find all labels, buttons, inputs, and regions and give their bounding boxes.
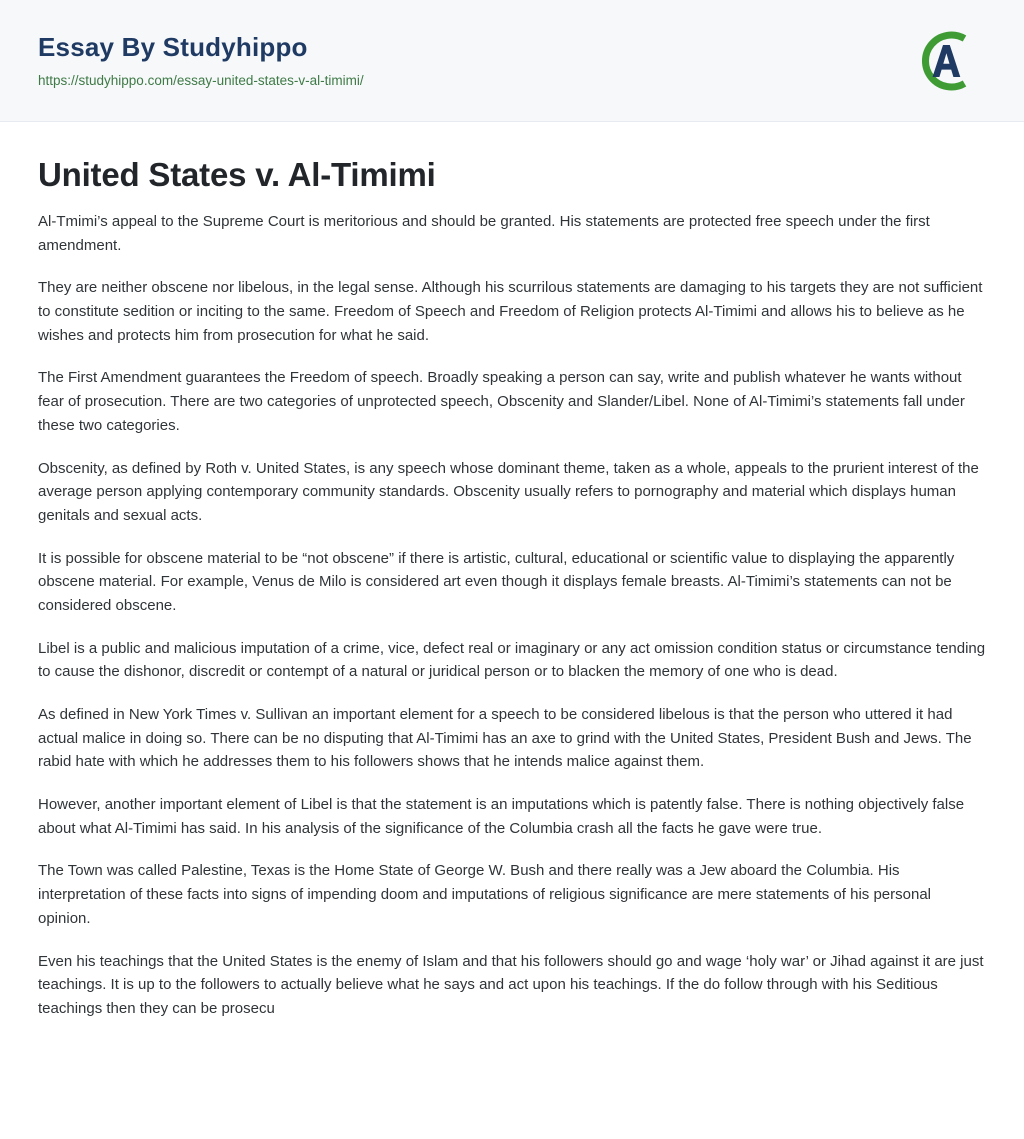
source-url-link[interactable]: https://studyhippo.com/essay-united-states-v-al-timimi/	[38, 72, 364, 88]
paragraph: Even his teachings that the United States is the enemy of Islam and that his followers should go and wage ‘holy war’ or Jihad against it are just teachings. It is up to the followers to actually believe what he says and act upon his teachings. If the do follow through with his Seditious teachings then they can be prosecu	[38, 952, 984, 1017]
paragraph: Al-Tmimi’s appeal to the Supreme Court is meritorious and should be granted. His statements are protected free speech under the first amendment.	[38, 213, 930, 254]
brand-block	[38, 31, 364, 88]
paragraph: The First Amendment guarantees the Freedom of speech. Broadly speaking a person can say, write and publish whatever he wants without fear of prosecution. There are two categories of unprotected speech, Obscenity and Slander/Libel. None of Al-Timimi’s statements fall under these two categories.	[38, 369, 965, 434]
paragraph: The Town was called Palestine, Texas is the Home State of George W. Bush and there really was a Jew aboard the Columbia. His interpretation of these facts into signs of impending doom and imputations of religious significance are mere statements of his personal opinion.	[38, 862, 931, 927]
studyhippo-a-logo-icon	[906, 24, 980, 98]
page-title: United States v. Al-Timimi	[38, 156, 436, 193]
paragraph: Obscenity, as defined by Roth v. United States, is any speech whose dominant theme, taken as a whole, appeals to the prurient interest of the average person applying contemporary community standards. Obscenity usually refers to pornography and material which displays human genitals and sexual acts.	[38, 459, 979, 524]
paragraph: As defined in New York Times v. Sullivan an important element for a speech to be considered libelous is that the person who uttered it had actual malice in doing so. There can be no disputing that Al-Timimi has an axe to grind with the United States, President Bush and Jews. The rabid hate with which he addresses them to his followers shows that he intends malice against them.	[38, 706, 972, 771]
site-title: Essay By Studyhippo	[38, 31, 308, 62]
paragraph: However, another important element of Libel is that the statement is an imputations which is patently false. There is nothing objectively false about what Al-Timimi has said. In his analysis of the significance of the Columbia crash all the facts he gave were true.	[38, 796, 965, 837]
paragraph: They are neither obscene nor libelous, in the legal sense. Although his scurrilous statements are damaging to his targets they are not sufficient to constitute sedition or inciting to the same. Freedom of Speech and Freedom of Religion protects Al-Timimi and allows his to believe as he wishes and protects him from prosecution for what he said.	[38, 279, 983, 344]
paragraph: Libel is a public and malicious imputation of a crime, vice, defect real or imaginary or any act omission condition status or circumstance tending to cause the dishonor, discredit or contempt of a natural or juridical person or to blacken the memory of one who is dead.	[38, 639, 986, 681]
article-body	[0, 122, 1024, 1041]
site-header	[0, 0, 1024, 122]
paragraph: It is possible for obscene material to be “not obscene” if there is artistic, cultural, educational or scientific value to displaying the apparently obscene material. For example, Venus de Milo is considered art even though it displays female breasts. Al-Timimi’s statements can not be considered obscene.	[38, 549, 955, 614]
